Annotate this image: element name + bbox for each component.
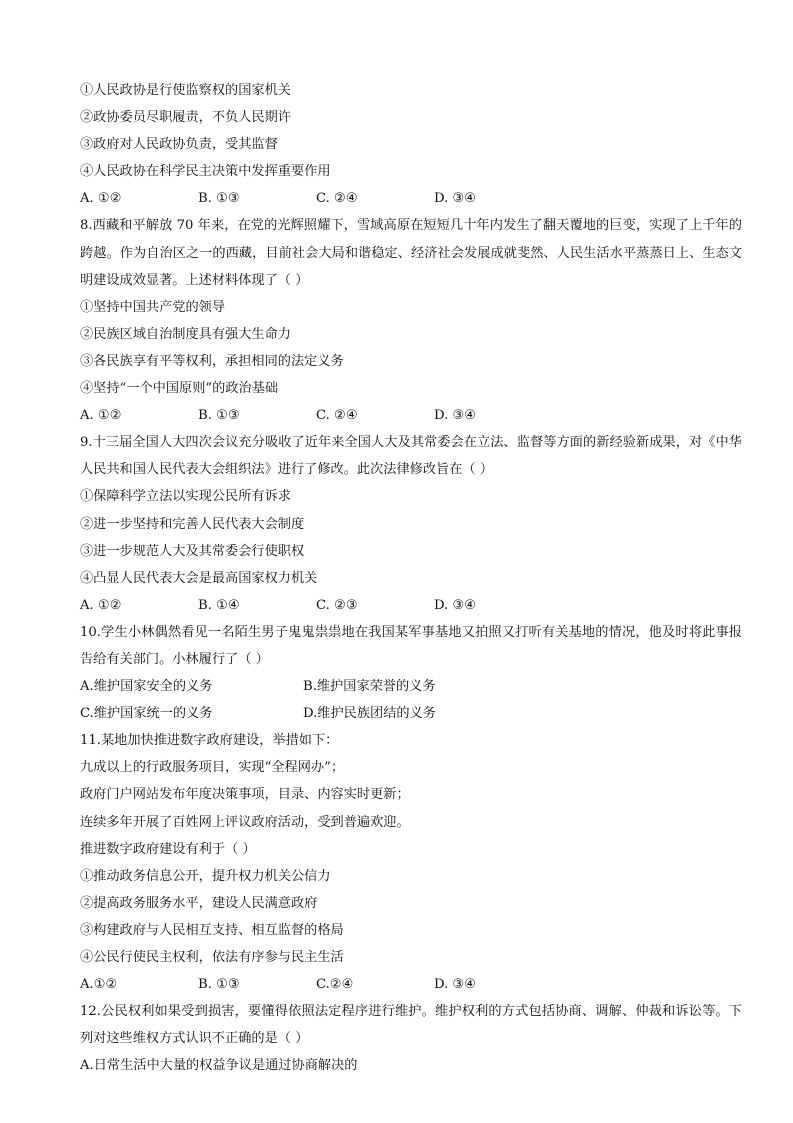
question-7-statements bbox=[80, 77, 742, 185]
statement: ④公民行使民主权利，依法有序参与民主生活 bbox=[80, 950, 344, 965]
question-8-stem: 8.西藏和平解放 70 年来，在党的光辉照耀下，雪域高原在短短几十年内发生了翻天覆地的巨变，实现了上千年的跨越。作为自治区之一的西藏，目前社会大局和谐稳定、经济社会发展成就斐然、人民生活水平蒸蒸日上、生态文明建设成效显著。上述材料体现了（ ） bbox=[80, 218, 742, 288]
question-10-stem: 10.学生小林偶然看见一名陌生男子鬼鬼祟祟地在我国某军事基地又拍照又打听有关基地的情况，他及时将此事报告给有关部门。小林履行了（ ） bbox=[80, 624, 742, 667]
question-11-stem: 11.某地加快推进数字政府建设，举措如下： bbox=[80, 733, 339, 749]
question-11-question: 推进数字政府建设有利于（ ） bbox=[80, 841, 256, 857]
statement: ②进一步坚持和完善人民代表大会制度 bbox=[80, 516, 305, 532]
statement: ①推动政务信息公开，提升权力机关公信力 bbox=[80, 868, 331, 884]
statement: ③政府对人民政协负责，受其监督 bbox=[80, 137, 278, 153]
statement: ③构建政府与人民相互支持、相互监督的格局 bbox=[80, 922, 344, 938]
question-11-options bbox=[80, 971, 742, 998]
option-a: A.维护国家安全的义务 bbox=[80, 679, 213, 695]
statement: ①坚持中国共产党的领导 bbox=[80, 299, 226, 315]
option-d: D. ③④ bbox=[434, 191, 477, 207]
question-9-stem: 9.十三届全国人大四次会议充分吸收了近年来全国人大及其常委会在立法、监督等方面的新经验新成果，对《中华人民共和国人民代表大会组织法》进行了修改。此次法律修改旨在（ ） bbox=[80, 435, 742, 478]
option-c: C. ②④ bbox=[316, 408, 358, 424]
option-a: A. ①② bbox=[80, 408, 122, 424]
option-d: D.维护民族团结的义务 bbox=[303, 706, 436, 722]
statement: ②提高政务服务水平，建设人民满意政府 bbox=[80, 895, 318, 911]
statement: ②民族区域自治制度具有强大生命力 bbox=[80, 326, 291, 342]
statement: ①保障科学立法以实现公民所有诉求 bbox=[80, 489, 291, 505]
option-c: C. ②④ bbox=[316, 191, 358, 207]
option-c: C.维护国家统一的义务 bbox=[80, 706, 213, 722]
statement: ④凸显人民代表大会是最高国家权力机关 bbox=[80, 570, 318, 586]
option-a: A.日常生活中大量的权益争议是通过协商解决的 bbox=[80, 1058, 358, 1074]
option-b: B. ①③ bbox=[198, 408, 240, 424]
question-10-options-row-2 bbox=[80, 700, 742, 727]
option-a: A.①② bbox=[80, 977, 118, 993]
option-d: D. ③④ bbox=[434, 408, 477, 424]
option-c: C.②④ bbox=[316, 977, 354, 993]
measure: 政府门户网站发布年度决策事项，目录、内容实时更新； bbox=[80, 787, 410, 803]
measure: 九成以上的行政服务项目，实现“全程网办”； bbox=[80, 760, 345, 776]
option-b: B. ①③ bbox=[198, 977, 240, 993]
statement: ②政协委员尽职履责，不负人民期许 bbox=[80, 110, 291, 126]
option-d: D. ③④ bbox=[434, 977, 477, 993]
question-7-options bbox=[80, 185, 742, 212]
question-9-options bbox=[80, 592, 742, 619]
option-c: C. ②③ bbox=[316, 597, 358, 613]
option-a: A. ①② bbox=[80, 191, 122, 207]
statement: ①人民政协是行使监察权的国家机关 bbox=[80, 83, 291, 98]
option-a: A. ①② bbox=[80, 597, 122, 613]
statement: ④坚持“一个中国原则”的政治基础 bbox=[80, 381, 279, 397]
question-12-stem: 12.公民权利如果受到损害，要懂得依照法定程序进行维护。维护权利的方式包括协商、调解、仲裁和诉讼等。下列对这些维权方式认识不正确的是（ ） bbox=[80, 1004, 742, 1047]
question-10-options-row-1 bbox=[80, 673, 742, 700]
option-d: D. ③④ bbox=[434, 597, 477, 613]
statement: ③进一步规范人大及其常委会行使职权 bbox=[80, 543, 305, 559]
option-b: B. ①④ bbox=[198, 597, 240, 613]
measure: 连续多年开展了百姓网上评议政府活动，受到普遍欢迎。 bbox=[80, 814, 410, 830]
statement: ③各民族享有平等权利，承担相同的法定义务 bbox=[80, 353, 344, 369]
option-b: B.维护国家荣誉的义务 bbox=[303, 679, 436, 695]
question-8-options bbox=[80, 402, 742, 429]
option-b: B. ①③ bbox=[198, 191, 240, 207]
document-page bbox=[80, 77, 742, 1079]
statement: ④人民政协在科学民主决策中发挥重要作用 bbox=[80, 164, 331, 180]
